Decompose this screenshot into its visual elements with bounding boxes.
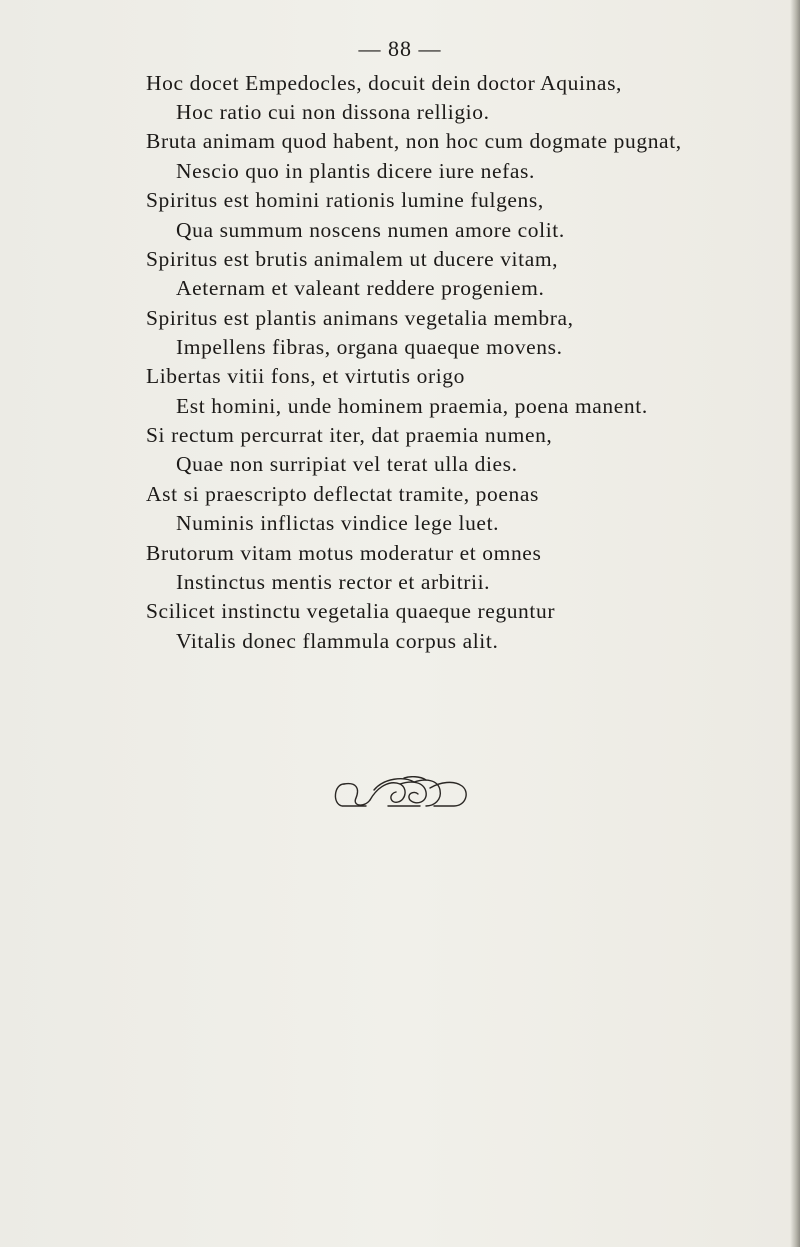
poem-line: Vitalis donec flammula corpus alit. — [176, 629, 499, 653]
poem-line: Spiritus est homini rationis lumine fulgens, — [146, 188, 544, 212]
poem-line: Bruta animam quod habent, non hoc cum dogmate pugnat, — [146, 129, 682, 153]
poem-line: Libertas vitii fons, et virtutis origo — [146, 364, 465, 388]
poem-line: Quae non surripiat vel terat ulla dies. — [176, 452, 518, 476]
poem-line: Numinis inflictas vindice lege luet. — [176, 511, 500, 535]
page-edge-shadow — [790, 0, 800, 1247]
poem-line: Brutorum vitam motus moderatur et omnes — [146, 541, 542, 565]
poem-line: Scilicet instinctu vegetalia quaeque reguntur — [146, 599, 556, 623]
poem-line: Impellens fibras, organa quaeque movens. — [176, 335, 563, 359]
poem-line: Ast si praescripto deflectat tramite, poenas — [146, 482, 539, 506]
tailpiece-ornament-icon — [330, 776, 472, 814]
poem-line: Spiritus est plantis animans vegetalia membra, — [146, 306, 574, 330]
poem-line: Hoc docet Empedocles, docuit dein doctor Aquinas, — [146, 71, 623, 95]
poem-line: Aeternam et valeant reddere progeniem. — [176, 276, 545, 300]
poem-line: Hoc ratio cui non dissona relligio. — [176, 100, 490, 124]
poem-line: Nescio quo in plantis dicere iure nefas. — [176, 159, 535, 183]
poem-line: Est homini, unde hominem praemia, poena manent. — [176, 394, 648, 418]
poem-line: Spiritus est brutis animalem ut ducere vitam, — [146, 247, 559, 271]
poem-line: Si rectum percurrat iter, dat praemia numen, — [146, 423, 553, 447]
poem-line: Instinctus mentis rector et arbitrii. — [176, 570, 491, 594]
page-number: — 88 — — [358, 36, 442, 61]
poem-line: Qua summum noscens numen amore colit. — [176, 218, 565, 242]
